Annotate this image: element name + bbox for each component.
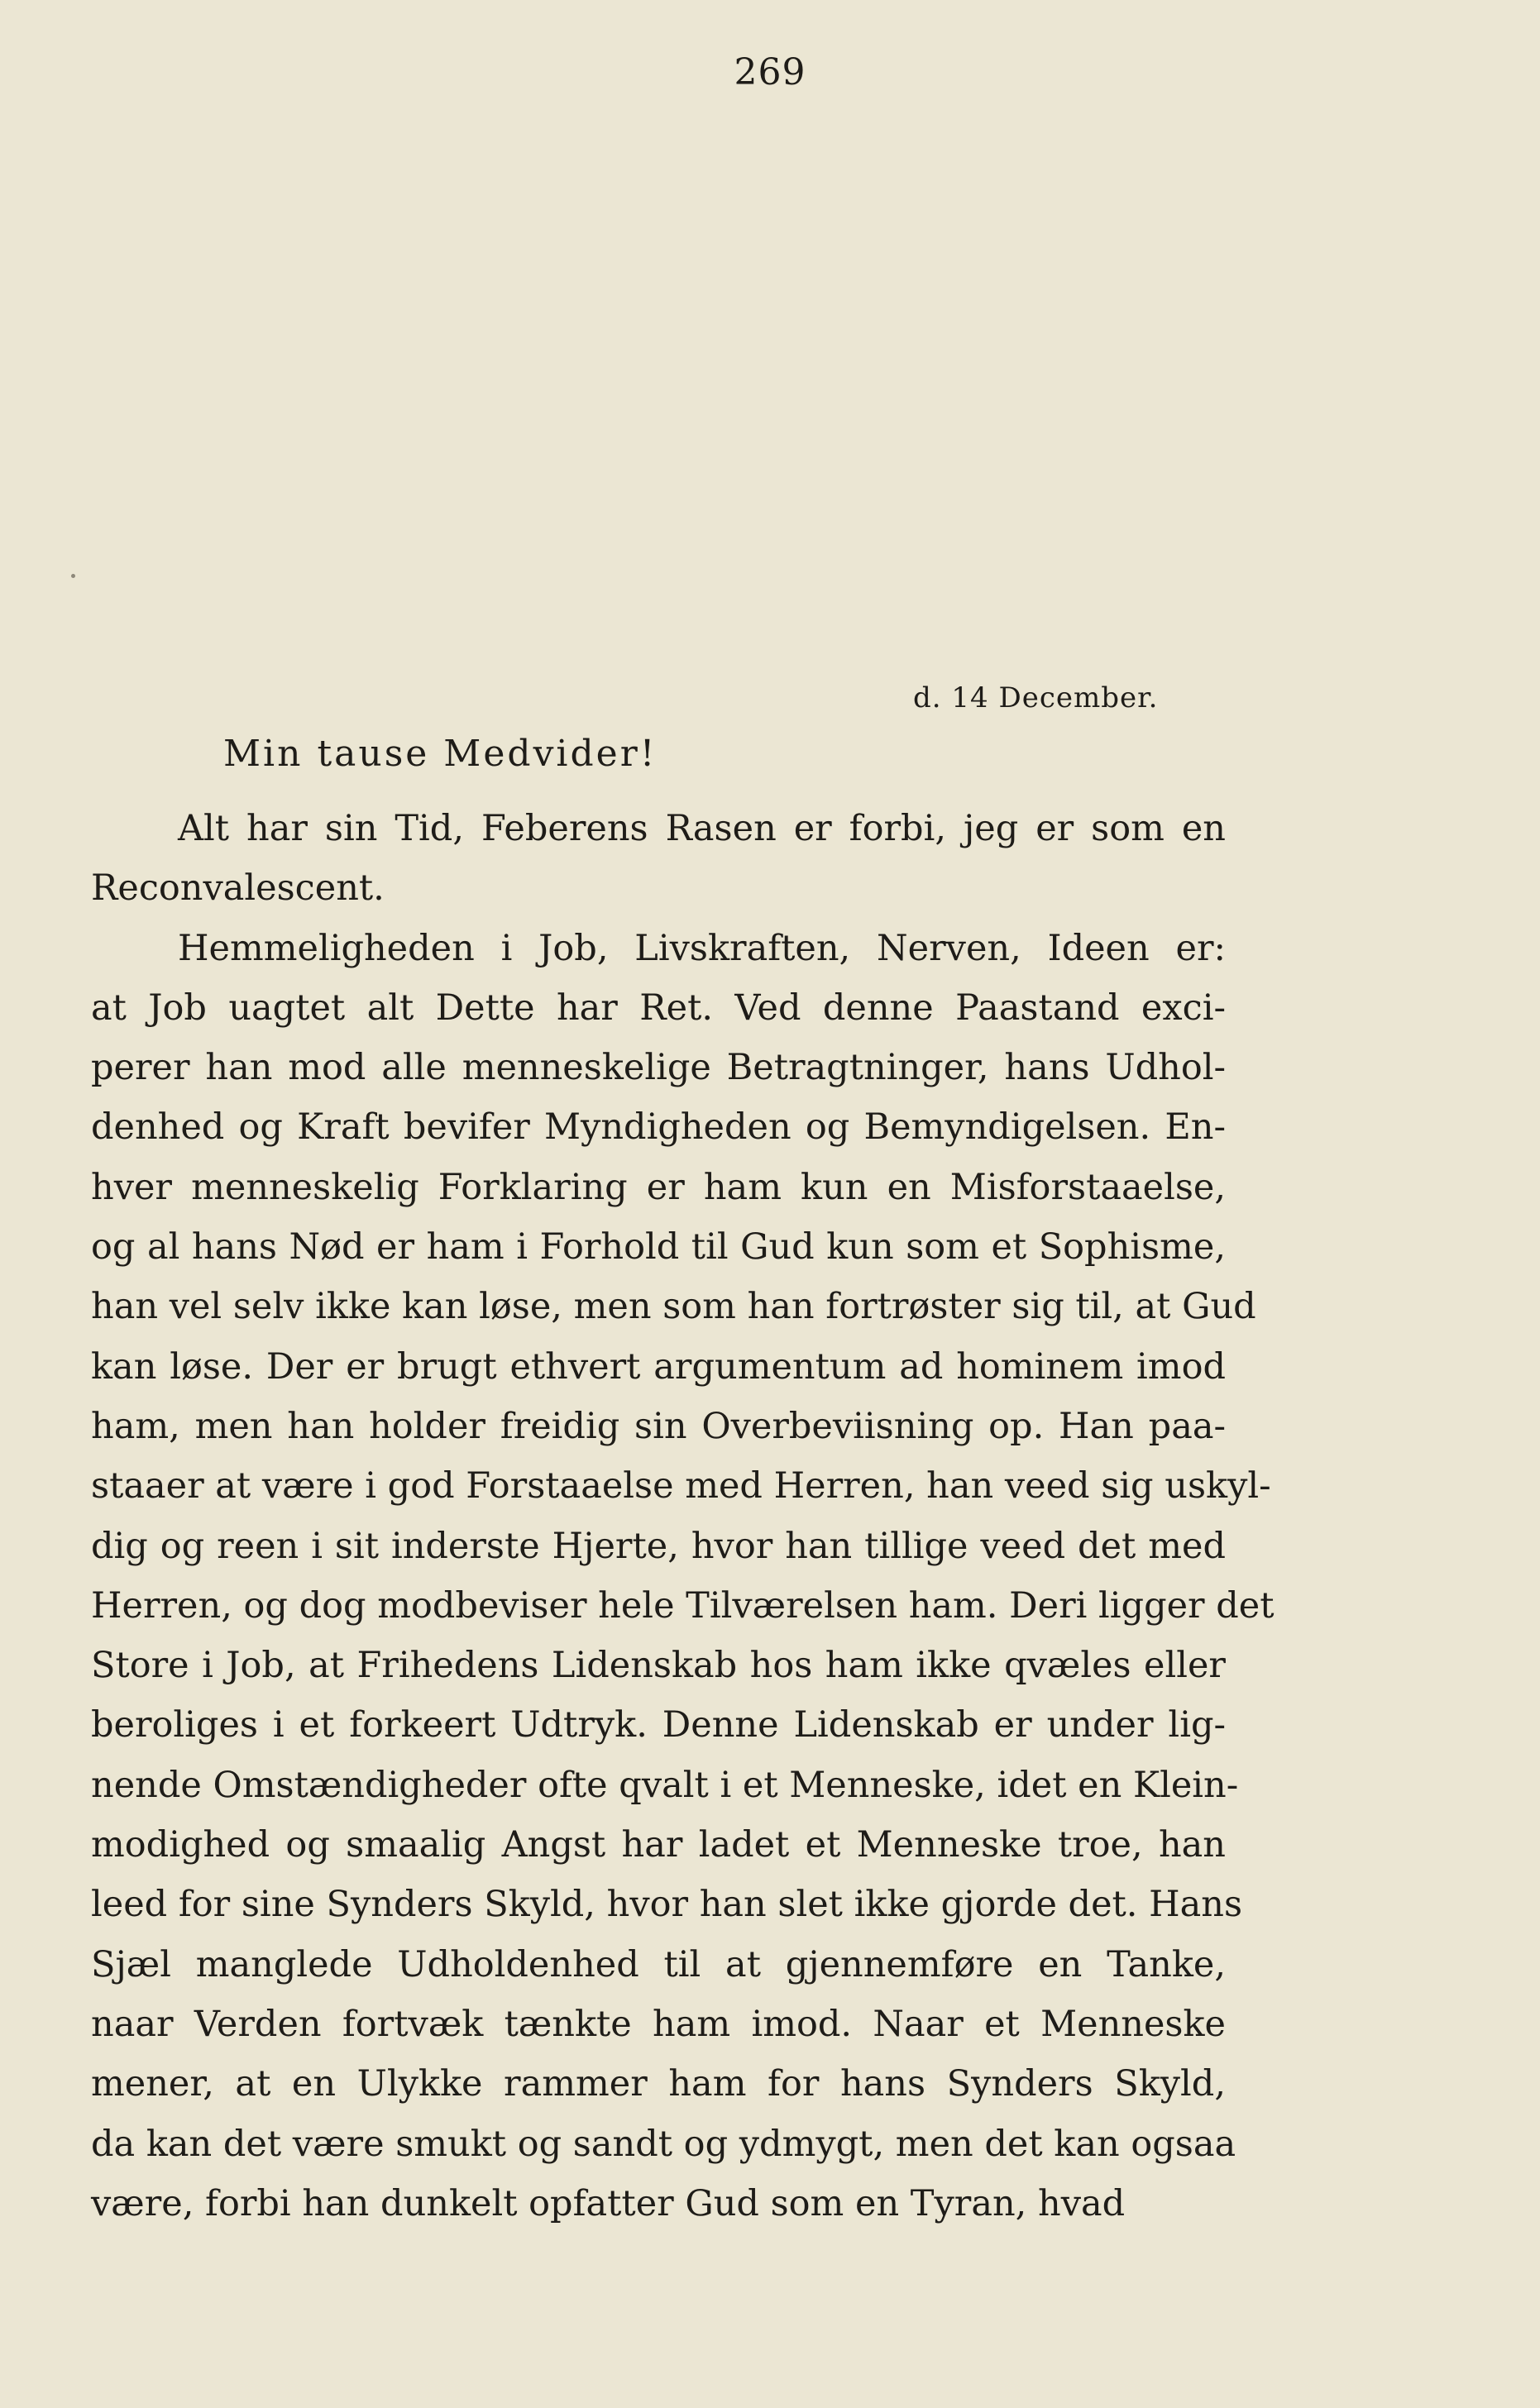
text-line: leed for sine Synders Skyld, hvor han slet ikke gjorde det. Hans [91, 1884, 1243, 1926]
letter-body [91, 799, 1275, 2234]
text-line: Reconvalescent. [91, 867, 385, 910]
text-line: hver menneskelig Forklaring er ham kun en Misforstaaelse, [91, 1166, 1226, 1208]
text-line: staaer at være i god Forstaaelse med Herren, han veed sig uskyl- [91, 1465, 1271, 1507]
text-line: Sjæl manglede Udholdenhed til at gjennemføre en Tanke, [91, 1943, 1226, 1985]
page-number: 269 [734, 51, 806, 93]
text-line: kan løse. Der er brugt ethvert argumentum ad hominem imod [91, 1345, 1226, 1388]
text-line: dig og reen i sit inderste Hjerte, hvor han tillige veed det med [91, 1525, 1226, 1567]
text-line: mener, at en Ulykke rammer ham for hans Synders Skyld, [91, 2063, 1226, 2105]
text-line: perer han mod alle menneskelige Betragtninger, hans Udhol- [91, 1047, 1226, 1089]
text-line: ham, men han holder freidig sin Overbeviisning op. Han paa- [91, 1405, 1226, 1447]
text-line: naar Verden fortvæk tænkte ham imod. Naar et Menneske [91, 2003, 1226, 2045]
text-line: denhed og Kraft bevifer Myndigheden og Bemyndigelsen. En- [91, 1106, 1226, 1149]
text-line: at Job uagtet alt Dette har Ret. Ved denne Paastand exci- [91, 987, 1226, 1029]
paper-speck [71, 574, 75, 578]
text-line: Hemmeligheden i Job, Livskraften, Nerven, Ideen er: [178, 927, 1226, 969]
dateline: d. 14 December. [913, 681, 1159, 714]
text-line: han vel selv ikke kan løse, men som han fortrøster sig til, at Gud [91, 1286, 1256, 1328]
text-line: da kan det være smukt og sandt og ydmygt, men det kan ogsaa [91, 2123, 1236, 2165]
text-line: være, forbi han dunkelt opfatter Gud som en Tyran, hvad [91, 2182, 1126, 2224]
text-line: modighed og smaalig Angst har ladet et Menneske troe, han [91, 1824, 1226, 1866]
text-line: og al hans Nød er ham i Forhold til Gud kun som et Sophisme, [91, 1226, 1226, 1268]
text-line: Herren, og dog modbeviser hele Tilværelsen ham. Deri ligger det [91, 1584, 1275, 1627]
text-line: beroliges i et forkeert Udtryk. Denne Lidenskab er under lig- [91, 1704, 1226, 1746]
text-line: nende Omstændigheder ofte qvalt i et Menneske, idet en Klein- [91, 1764, 1239, 1806]
salutation: Min tause Medvider! [223, 733, 658, 775]
text-line: Store i Job, at Frihedens Lidenskab hos ham ikke qvæles eller [91, 1645, 1226, 1687]
text-line: Alt har sin Tid, Feberens Rasen er forbi, jeg er som en [178, 808, 1226, 849]
